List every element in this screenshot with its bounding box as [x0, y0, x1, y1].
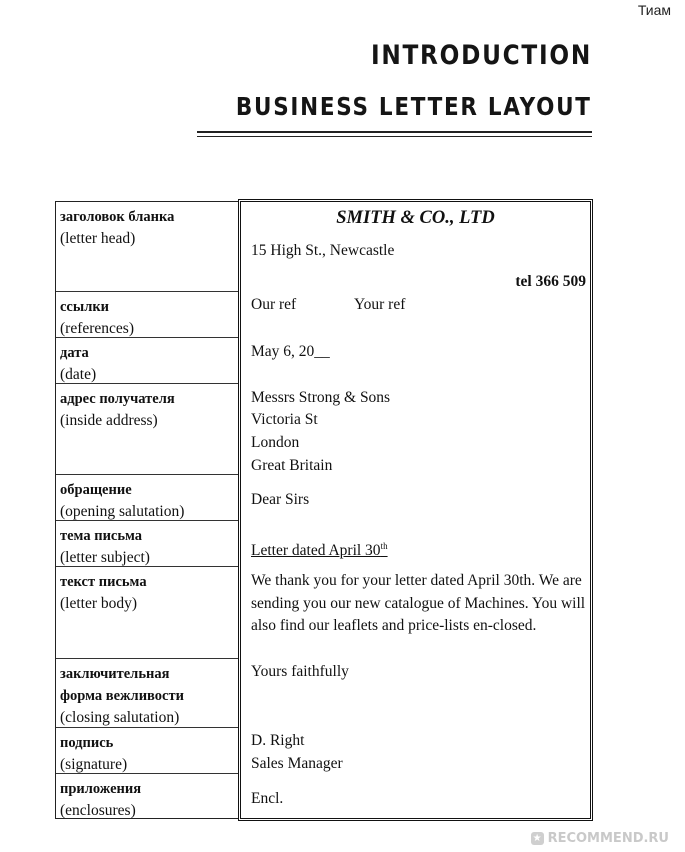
sender-address: 15 High St., Newcastle: [251, 242, 395, 259]
letter-subject-text: Letter dated April 30: [251, 542, 381, 560]
label-ru: обращение: [60, 482, 132, 498]
your-ref: Your ref: [354, 296, 406, 313]
label-opening-salutation: [56, 475, 238, 521]
letter-subject: [251, 535, 388, 563]
label-ru: дата: [60, 345, 89, 361]
labels-column: [55, 201, 238, 819]
label-ru: тема письма: [60, 528, 143, 544]
label-ru-line2: форма вежливости: [60, 688, 184, 704]
label-ru: подпись: [60, 735, 114, 751]
letter-date: May 6, 20__: [251, 343, 330, 360]
recipient-line: Great Britain: [251, 457, 333, 474]
letter-subject-sup: th: [380, 541, 388, 551]
enclosures: Encl.: [251, 790, 284, 807]
label-en: (letter body): [60, 595, 138, 612]
signature-title: Sales Manager: [251, 755, 343, 772]
label-en: (date): [60, 366, 97, 383]
label-references: [56, 292, 238, 338]
letter-sample: [238, 199, 593, 821]
label-ru: ссылки: [60, 299, 110, 315]
watermark: [531, 831, 669, 846]
label-date: [56, 338, 238, 384]
page-subtitle: BUSINESS LETTER LAYOUT: [236, 92, 592, 121]
recommend-badge-icon: ★: [531, 832, 544, 845]
label-ru: заключительная: [60, 666, 170, 682]
recipient-line: London: [251, 434, 300, 451]
label-en: (signature): [60, 756, 128, 773]
title-rule-thin: [197, 136, 592, 137]
label-enclosures: [56, 774, 238, 820]
page-title: INTRODUCTION: [371, 40, 592, 71]
watermark-text: RECOMMEND.RU: [547, 831, 669, 846]
label-en: (letter subject): [60, 549, 150, 566]
recipient-line: Messrs Strong & Sons: [251, 389, 391, 406]
letter-body: We thank you for your letter dated April 30th. We are sending you our new catalogue of Machines. You will also find our leaflets and price-lists en-closed.: [251, 572, 586, 634]
label-ru: приложения: [60, 781, 142, 797]
label-en: (closing salutation): [60, 709, 180, 726]
label-en: (opening salutation): [60, 503, 185, 520]
label-ru: заголовок бланка: [60, 209, 175, 225]
signature-name: D. Right: [251, 732, 305, 749]
label-en: (letter head): [60, 230, 136, 247]
label-en: (inside address): [60, 412, 158, 429]
company-name: SMITH & CO., LTD: [336, 208, 495, 228]
label-inside-address: [56, 384, 238, 475]
corner-label: Тиам: [637, 2, 671, 18]
label-en: (enclosures): [60, 802, 136, 819]
recipient-line: Victoria St: [251, 411, 318, 428]
sender-telephone: tel 366 509: [515, 273, 586, 290]
label-closing-salutation: [56, 659, 238, 728]
title-rule-thick: [197, 131, 592, 133]
label-letter-head: [56, 202, 238, 292]
opening-salutation: Dear Sirs: [251, 491, 310, 508]
label-ru: адрес получателя: [60, 391, 175, 407]
our-ref: Our ref: [251, 296, 297, 313]
label-ru: текст письма: [60, 574, 147, 590]
label-en: (references): [60, 320, 134, 337]
label-signature: [56, 728, 238, 774]
label-letter-body: [56, 567, 238, 659]
closing-salutation: Yours faithfully: [251, 663, 349, 680]
label-letter-subject: [56, 521, 238, 567]
